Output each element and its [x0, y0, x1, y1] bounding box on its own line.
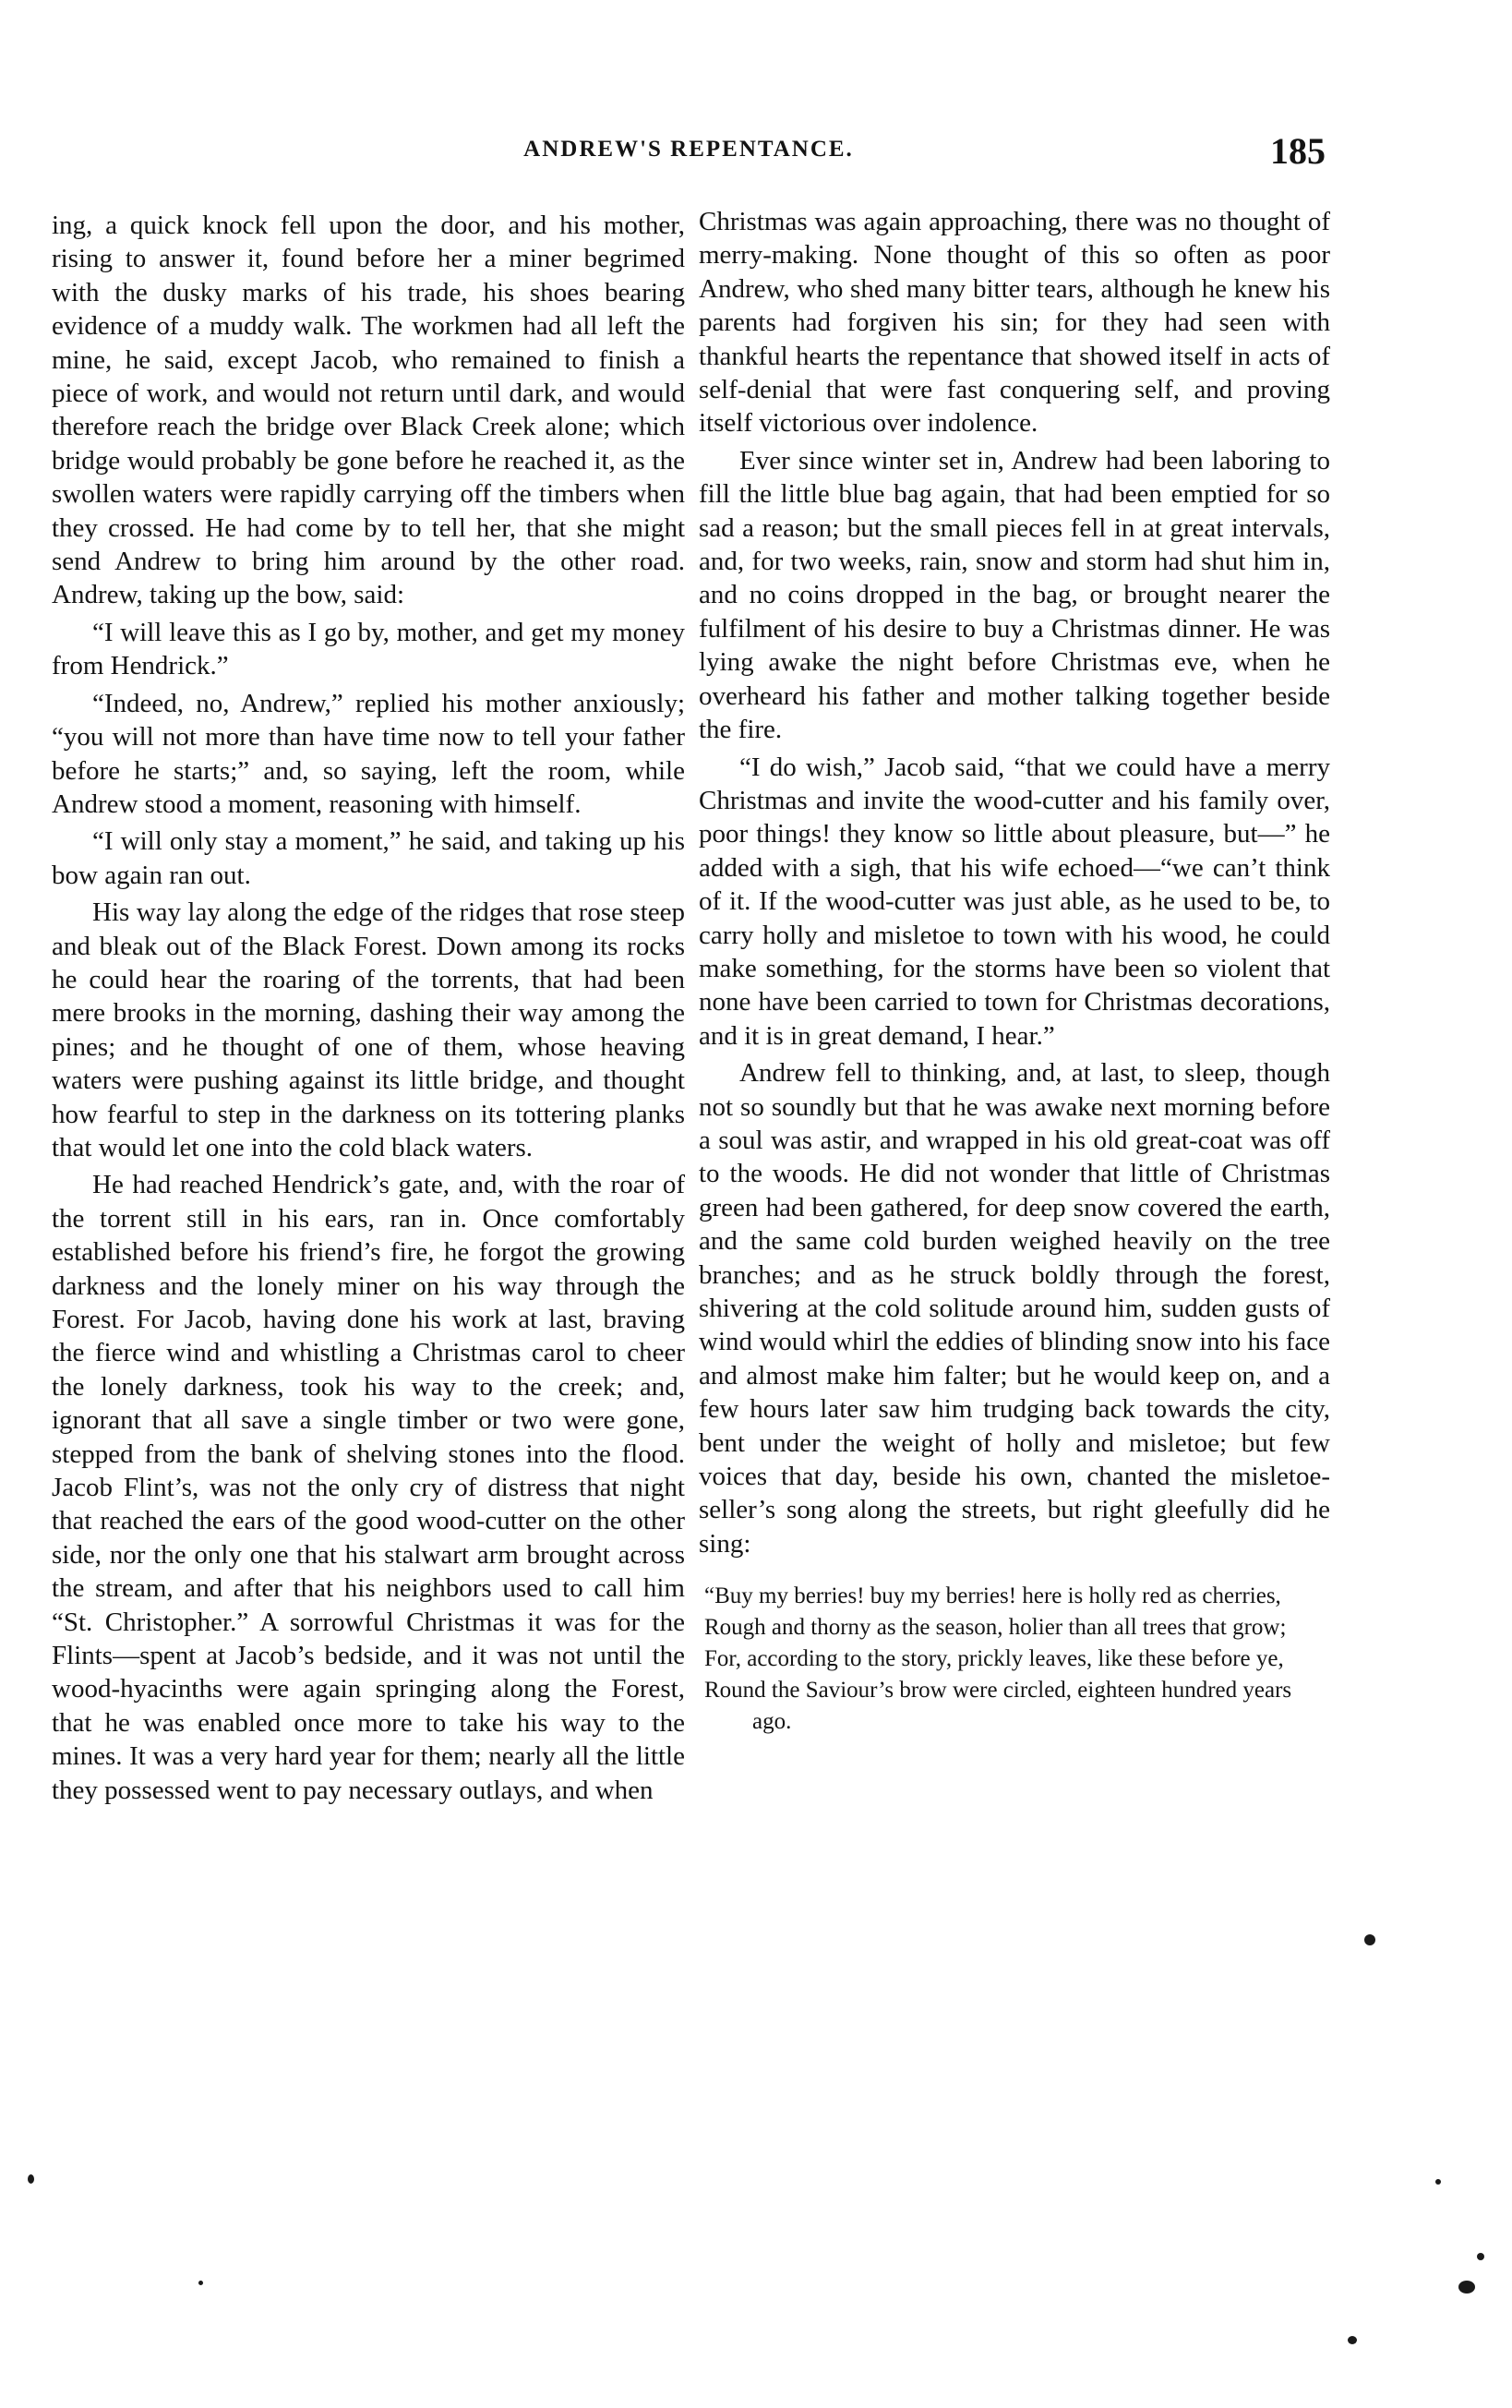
left-column	[52, 209, 685, 1807]
paragraph: ing, a quick knock fell upon the door, and his mother, rising to answer it, found before her a miner begrimed with the dusky marks of his trade, his shoes bearing evidence of a muddy walk. The workmen had all left the mine, he said, except Jacob, who remained to finish a piece of work, and would not return until dark, and would therefore reach the bridge over Black Creek alone; which bridge would probably be gone before he reached it, as the swollen waters were rapidly carrying off the timbers when they crossed. He had come by to tell her, that she might send Andrew to bring him around by the other road. Andrew, taking up the bow, said:	[52, 211, 685, 610]
running-title: ANDREW'S REPENTANCE.	[523, 137, 854, 162]
page-number: 185	[1270, 130, 1326, 172]
paragraph: “I will only stay a moment,” he said, and taking up his bow again ran out.	[52, 826, 685, 890]
ink-speck	[28, 2174, 34, 2184]
paragraph: Christmas was again approaching, there was no thought of merry-making. None thought of this so often as poor Andrew, who shed many bitter tears, although he knew his parents had forgiven his sin; for they had seen with thankful hearts the repentance that showed itself in acts of self-denial that were fast conquering self, and proving itself victorious over indolence.	[699, 207, 1330, 439]
verse-line: Rough and thorny as the season, holier than all trees that grow;	[704, 1615, 1287, 1641]
paragraph: He had reached Hendrick’s gate, and, with the roar of the torrent still in his ears, ran in. Once comfortably established before his friend’s fire, he forgot the growing darkness and the lonely miner on his way through the Forest. For Jacob, having done his work at last, braving the fierce wind and whistling a Christmas carol to cheer the lonely darkness, took his way to the creek; and, ignorant that all save a single timber or two were gone, stepped from the bank of shelving stones into the flood. Jacob Flint’s, was not the only cry of distress that night that reached the ears of the good wood-cutter on the other side, nor the only one that his stalwart arm brought across the stream, and after that his neighbors used to call him “St. Christopher.” A sorrowful Christmas it was for the Flints—spent at Jacob’s bedside, and it was not until the wood-hyacinths were again springing along the Forest, that he was enabled once more to take his way to the mines. It was a very hard year for them; nearly all the little they possessed went to pay necessary outlays, and when	[52, 1170, 685, 1805]
verse-line: Round the Saviour’s brow were circled, eighteen hundred years ago.	[704, 1678, 1292, 1735]
paragraph: “Indeed, no, Andrew,” replied his mother anxiously; “you will not more than have time now to tell your father before he starts;” and, so saying, left the room, while Andrew stood a moment, reasoning with himself.	[52, 688, 685, 819]
verse-line: For, according to the story, prickly leaves, like these before ye,	[704, 1646, 1284, 1672]
song-verse	[699, 1581, 1330, 1738]
verse-line: “Buy my berries! buy my berries! here is holly red as cherries,	[704, 1583, 1281, 1609]
paragraph: His way lay along the edge of the ridges that rose steep and bleak out of the Black Forest. Down among its rocks he could hear the roaring of the torrents, that had been mere brooks in the morning, dashing their way among the pines; and he thought of one of them, whose heaving waters were pushing against its little bridge, and thought how fearful to step in the darkness on its tottering planks that would let one into the cold black waters.	[52, 897, 685, 1162]
paragraph: Ever since winter set in, Andrew had been laboring to fill the little blue bag again, that had been emptied for so sad a reason; but the small pieces fell in at great intervals, and, for two weeks, rain, snow and storm had shut him in, and no coins dropped in the bag, or brought nearer the fulfilment of his desire to buy a Christmas dinner. He was lying awake the night before Christmas eve, when he overheard his father and mother talking together beside the fire.	[699, 445, 1330, 745]
paragraph: “I do wish,” Jacob said, “that we could have a merry Christmas and invite the wood-cutter and his family over, poor things! they know so little about pleasure, but—” he added with a sigh, that his wife echoed—“we can’t think of it. If the wood-cutter was just able, as he used to be, to carry holly and misletoe to town with his wood, he could make something, for the storms have been so violent that none have been carried to town for Christmas decorations, and it is in great demand, I hear.”	[699, 752, 1330, 1051]
paragraph: Andrew fell to thinking, and, at last, to sleep, though not so soundly but that he was awake next morning before a soul was astir, and wrapped in his old great-coat was off to the woods. He did not wonder that little of Christmas green had been gathered, for deep snow covered the earth, and the same cold burden weighed heavily on the tree branches; and as he struck boldly through the forest, shivering at the cold solitude around him, sudden gusts of wind would whirl the eddies of blinding snow into his face and almost make him falter; but he would keep on, and a few hours later saw him trudging back towards the city, bent under the weight of holly and misletoe; but few voices that day, beside his own, chanted the misletoe-seller’s song along the streets, but right gleefully did he sing:	[699, 1058, 1330, 1559]
ink-speck	[1458, 2281, 1475, 2294]
ink-speck	[1364, 1934, 1375, 1945]
ink-speck	[1477, 2253, 1484, 2260]
ink-speck	[1348, 2336, 1357, 2344]
page-header	[52, 129, 1326, 175]
right-column	[699, 205, 1330, 1738]
paragraph: “I will leave this as I go by, mother, and get my money from Hendrick.”	[52, 617, 685, 681]
ink-speck	[198, 2281, 203, 2285]
ink-speck	[1435, 2179, 1441, 2185]
